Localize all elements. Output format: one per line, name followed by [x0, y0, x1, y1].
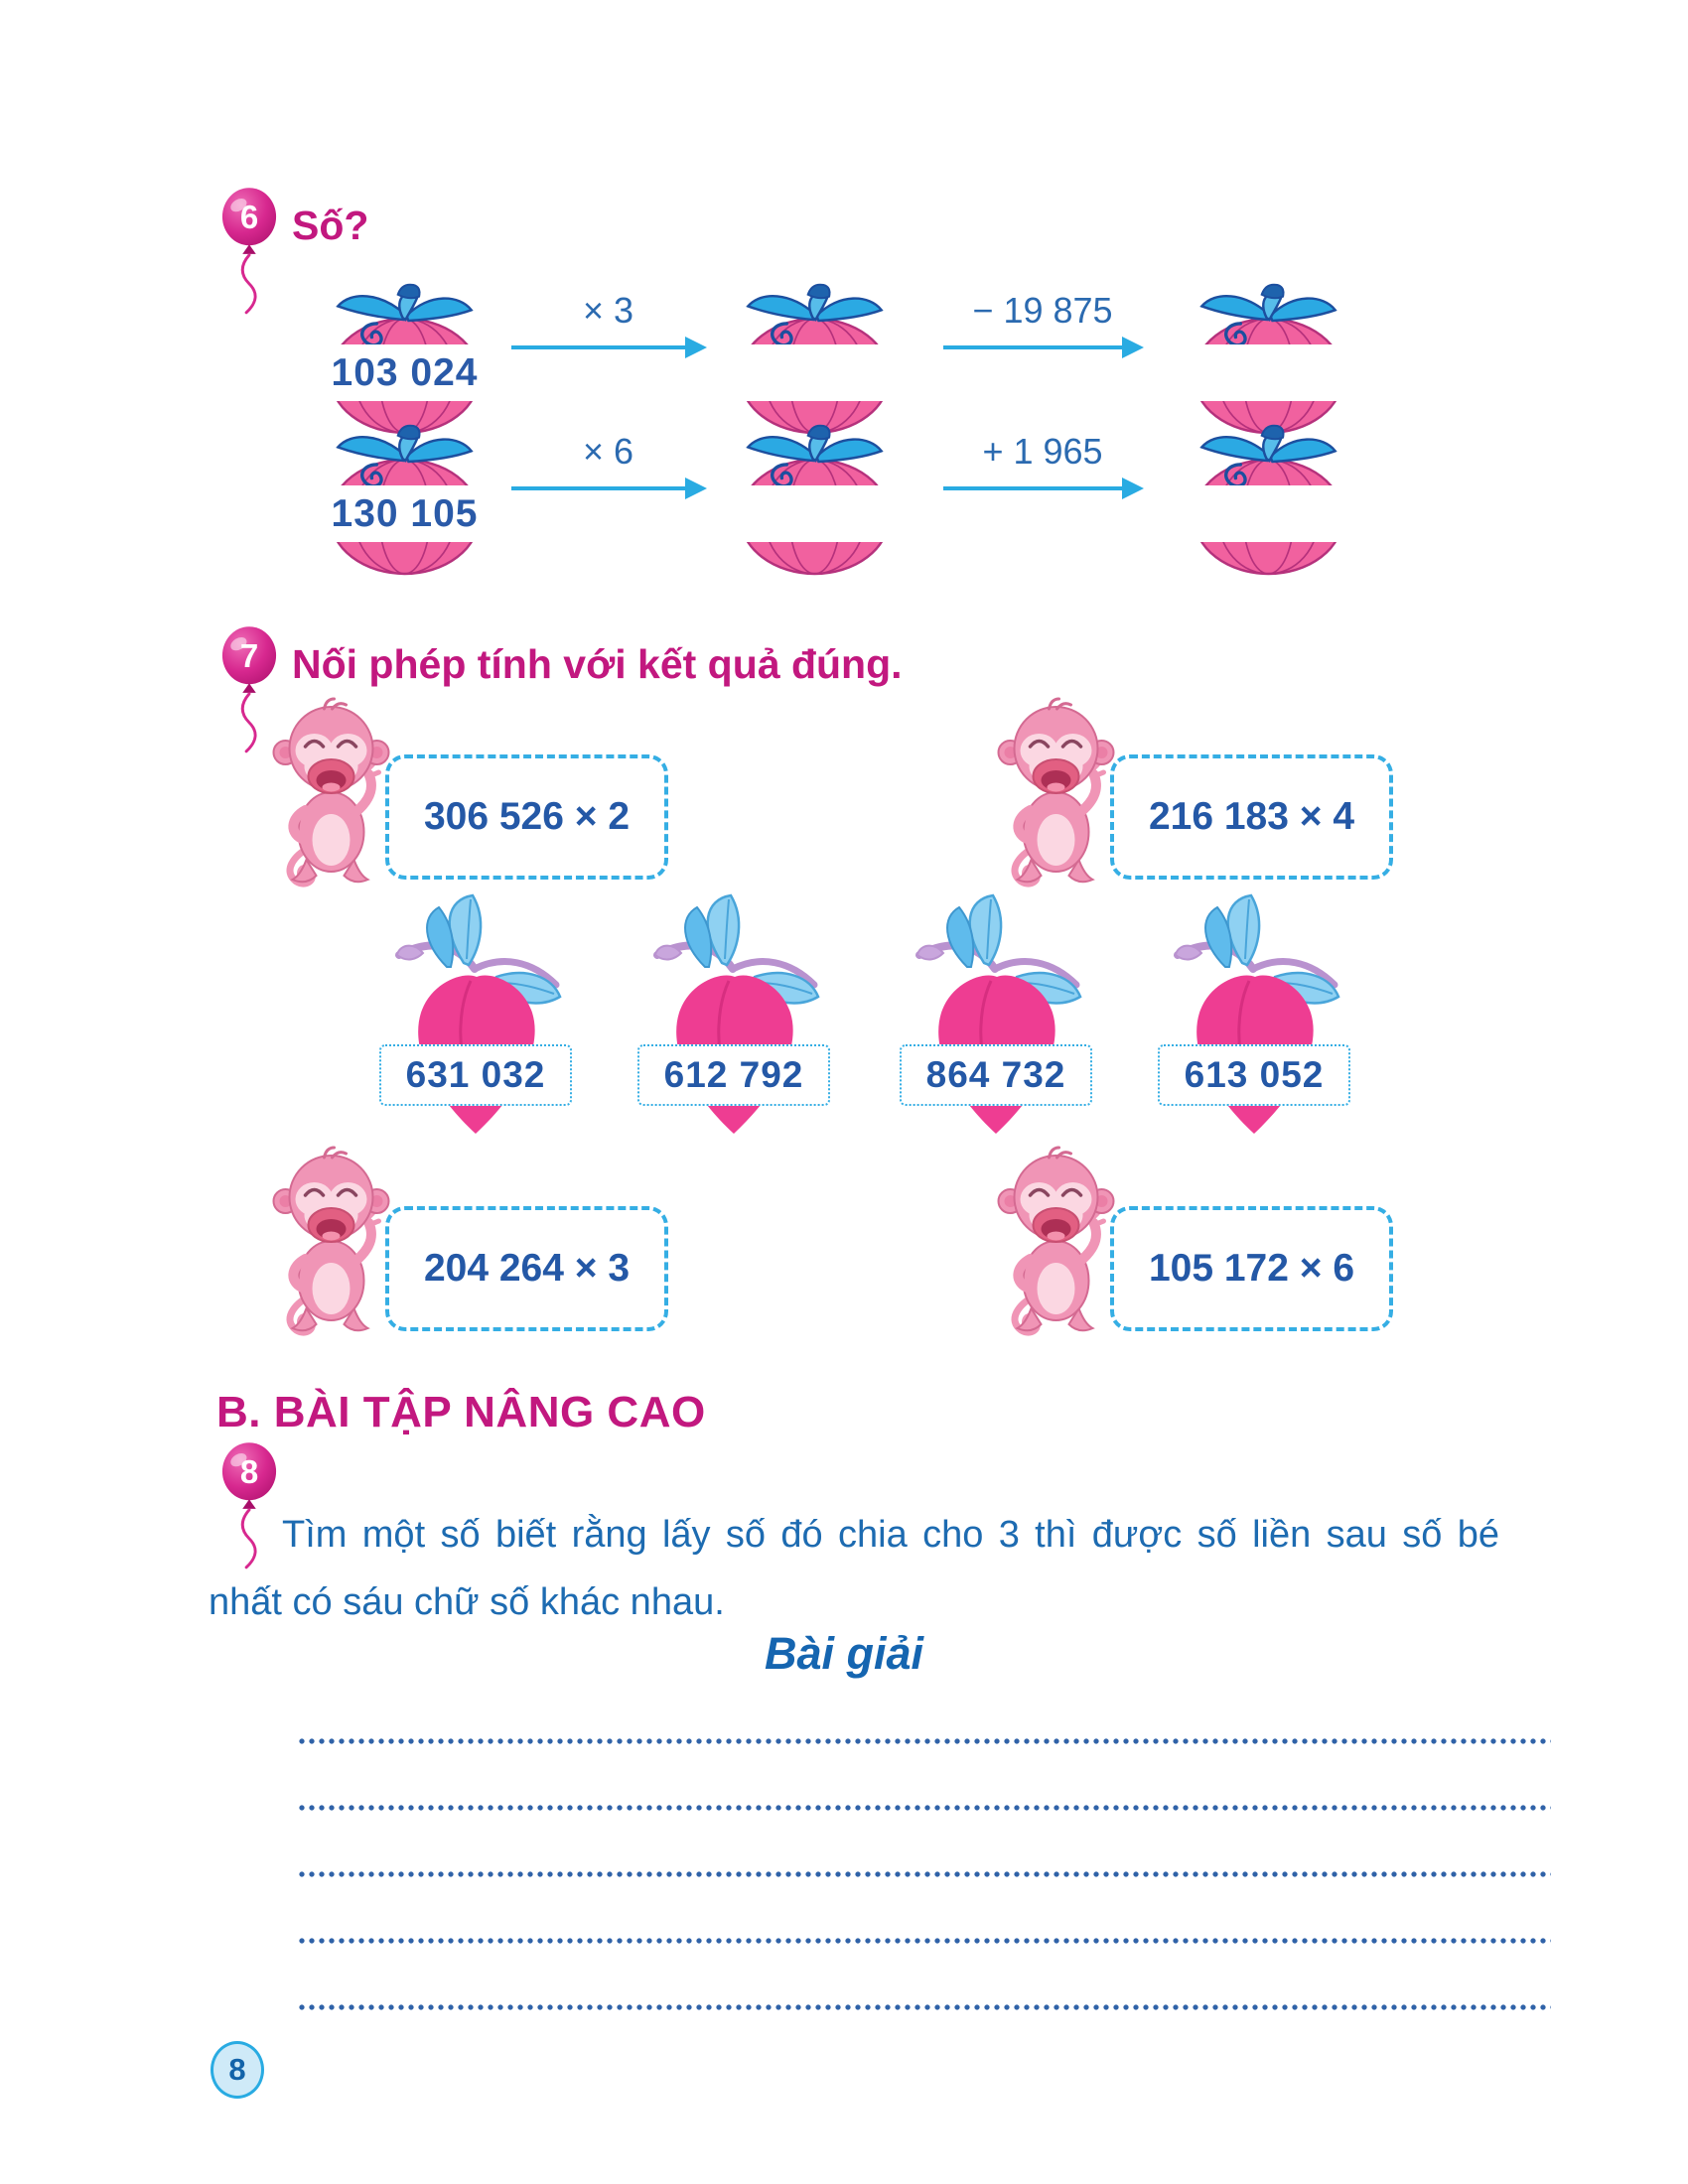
- exercise-6-title: Số?: [292, 203, 369, 248]
- exercise-7-title: Nối phép tính với kết quả đúng.: [292, 641, 903, 687]
- result-label[interactable]: [900, 1044, 1092, 1106]
- exercise-number: 7: [239, 637, 259, 674]
- peach-result: [630, 893, 838, 1142]
- operation-label: × 6: [582, 431, 634, 472]
- operation-arrow: [943, 290, 1142, 349]
- answer-line[interactable]: [298, 2003, 1551, 2011]
- pumpkin-value: 103 024: [331, 350, 479, 394]
- monkey-icon: [995, 695, 1119, 893]
- result-label[interactable]: [1158, 1044, 1350, 1106]
- pumpkin-value-band: [315, 485, 494, 542]
- monkey-icon: [270, 1144, 394, 1342]
- monkey-icon: [270, 695, 394, 893]
- section-b-title: B. BÀI TẬP NÂNG CAO: [216, 1388, 706, 1436]
- expression-text: 105 172 × 6: [1148, 1247, 1355, 1290]
- result-label[interactable]: [379, 1044, 572, 1106]
- arrow-right-icon: [511, 486, 697, 490]
- answer-blank[interactable]: [1179, 485, 1358, 542]
- answer-line[interactable]: [298, 1870, 1551, 1878]
- operation-label: × 3: [582, 290, 634, 331]
- result-value: 612 792: [663, 1054, 804, 1095]
- pumpkin-blank: [1177, 281, 1360, 442]
- peach-result: [371, 893, 580, 1142]
- answer-blank[interactable]: [1179, 344, 1358, 401]
- exercise-6-balloon: [220, 187, 278, 316]
- answer-line[interactable]: [298, 1804, 1551, 1812]
- page-number-badge: [211, 2041, 264, 2099]
- pumpkin-value-band: [315, 344, 494, 401]
- monkey-icon: [995, 1144, 1119, 1342]
- expression-box[interactable]: [1110, 754, 1393, 880]
- expression-text: 204 264 × 3: [423, 1247, 631, 1290]
- operation-arrow: [943, 431, 1142, 490]
- result-value: 864 732: [925, 1054, 1066, 1095]
- arrow-right-icon: [943, 345, 1134, 349]
- pumpkin-blank: [1177, 422, 1360, 583]
- peach-result: [892, 893, 1100, 1142]
- expression-box[interactable]: [1110, 1206, 1393, 1331]
- arrow-right-icon: [511, 345, 697, 349]
- expression-text: 306 526 × 2: [423, 795, 631, 838]
- exercise-number: 6: [239, 199, 259, 235]
- peach-result: [1150, 893, 1358, 1142]
- answer-line[interactable]: [298, 1737, 1551, 1745]
- expression-box[interactable]: [385, 1206, 668, 1331]
- operation-arrow: [511, 290, 705, 349]
- page-number: 8: [228, 2052, 246, 2087]
- expression-box[interactable]: [385, 754, 668, 880]
- solution-heading: Bài giải: [764, 1628, 924, 1679]
- exercise-number: 8: [239, 1453, 259, 1490]
- pumpkin-start-value: [313, 281, 496, 442]
- pumpkin-value: 130 105: [331, 491, 479, 535]
- expression-text: 216 183 × 4: [1148, 795, 1355, 838]
- result-label[interactable]: [637, 1044, 830, 1106]
- operation-label: − 19 875: [972, 290, 1113, 331]
- pumpkin-start-value: [313, 422, 496, 583]
- arrow-right-icon: [943, 486, 1134, 490]
- operation-arrow: [511, 431, 705, 490]
- answer-blank[interactable]: [725, 344, 905, 401]
- operation-label: + 1 965: [982, 431, 1103, 472]
- result-value: 613 052: [1184, 1054, 1325, 1095]
- result-value: 631 032: [405, 1054, 546, 1095]
- problem-text: Tìm một số biết rằng lấy số đó chia cho 3 thì được số liền sau số bé nhất có sáu chữ số khác nhau.: [209, 1514, 1499, 1623]
- answer-blank[interactable]: [725, 485, 905, 542]
- pumpkin-blank: [723, 422, 907, 583]
- pumpkin-blank: [723, 281, 907, 442]
- answer-line[interactable]: [298, 1937, 1551, 1945]
